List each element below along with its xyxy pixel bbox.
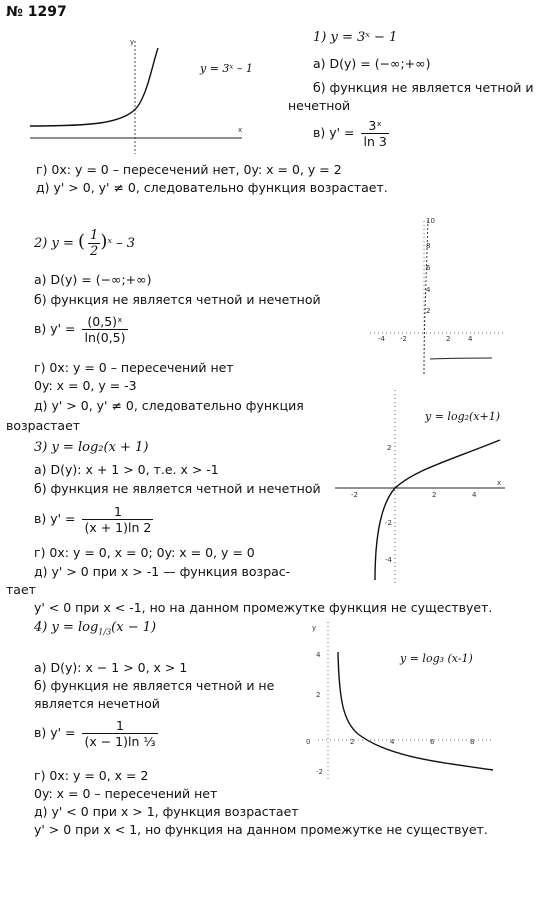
p4-deriv-prefix: в) y' = — [34, 725, 76, 740]
g4-tick-neg2y: -2 — [316, 768, 323, 776]
p4-task-prefix: 4) y = log — [34, 620, 99, 635]
g1-y-label: y — [130, 38, 135, 46]
p3-deriv-den: (x + 1)ln 2 — [84, 520, 152, 535]
g2-tick-pos4: 4 — [468, 335, 473, 343]
p3-task: 3) y = log₂(x + 1) — [34, 440, 149, 455]
graph-2 — [360, 215, 510, 375]
g2-tick-neg4: -4 — [378, 335, 385, 343]
p1-derivative — [313, 118, 389, 149]
p2-task-frac-num: 1 — [90, 228, 99, 243]
g4-tick-2y: 2 — [316, 691, 321, 699]
graph-1 — [30, 36, 250, 156]
p4-parity-line1: б) функция не является четной и не — [34, 678, 275, 693]
p2-intersections-1: г) 0x: y = 0 – пересечений нет — [34, 360, 234, 375]
p3-monotonic-1: д) y' > 0 при x > -1 — функция возрас- — [34, 564, 291, 579]
g3-tick-2y: 2 — [387, 444, 392, 452]
p2-parity: б) функция не является четной и нечетной — [34, 292, 321, 307]
p4-monotonic-1: д) y' < 0 при x > 1, функция возрастает — [34, 804, 299, 819]
p2-monotonic-1: д) y' > 0, y' ≠ 0, следовательно функция — [34, 398, 304, 413]
g4-tick-2x: 2 — [350, 738, 355, 746]
p4-graph-label: y = log₃ (x-1) — [400, 652, 473, 665]
p1-deriv-num: 3ˣ — [361, 118, 388, 134]
p1-parity-line2: нечетной — [288, 98, 351, 113]
g3-tick-2x: 2 — [432, 491, 437, 499]
p4-deriv-num: 1 — [82, 718, 157, 734]
p2-task-suffix: ˣ – 3 — [107, 236, 135, 251]
p3-monotonic-3: y' < 0 при x < -1, но на данном промежутке функция не существует. — [34, 600, 493, 615]
p1-deriv-prefix: в) y' = — [313, 125, 355, 140]
p4-parity-line2: является нечетной — [34, 696, 160, 711]
g4-tick-0: 0 — [306, 738, 311, 746]
g3-tick-neg2x: -2 — [351, 491, 358, 499]
graph-4 — [298, 622, 498, 782]
p1-deriv-den: ln 3 — [363, 134, 387, 149]
g3-x-label: x — [497, 479, 502, 487]
p2-domain: а) D(y) = (−∞;+∞) — [34, 272, 152, 287]
p1-task: 1) y = 3ˣ − 1 — [313, 30, 398, 45]
p1-intersections: г) 0x: y = 0 – пересечений нет, 0y: x = 0, y = 2 — [36, 162, 342, 177]
g4-tick-8x: 8 — [470, 738, 475, 746]
p3-intersections: г) 0x: y = 0, x = 0; 0y: x = 0, y = 0 — [34, 545, 255, 560]
p4-task-suffix: (x − 1) — [111, 620, 157, 635]
p2-task-prefix: 2) y = — [34, 236, 74, 251]
p3-deriv-prefix: в) y' = — [34, 511, 76, 526]
p1-deriv-fraction — [361, 118, 388, 149]
p2-derivative — [34, 314, 128, 345]
p2-deriv-num: (0,5)ˣ — [82, 314, 127, 330]
g2-tick-pos2: 2 — [446, 335, 451, 343]
g4-tick-4y: 4 — [316, 651, 321, 659]
p3-graph-label: y = log₂(x+1) — [425, 410, 501, 423]
p4-intersections-2: 0y: x = 0 – пересечений нет — [34, 786, 218, 801]
p4-deriv-fraction — [82, 718, 157, 749]
p1-domain: а) D(y) = (−∞;+∞) — [313, 56, 431, 71]
p3-monotonic-2: тает — [6, 582, 36, 597]
p2-task-frac-den: 2 — [90, 244, 99, 259]
p4-domain: а) D(y): x − 1 > 0, x > 1 — [34, 660, 188, 675]
p2-intersections-2: 0y: x = 0, y = -3 — [34, 378, 137, 393]
p3-deriv-fraction — [82, 504, 153, 535]
g3-tick-4x: 4 — [472, 491, 477, 499]
p1-graph-label: y = 3ˣ – 1 — [200, 62, 253, 75]
p3-derivative — [34, 504, 153, 535]
p1-parity-line1: б) функция не является четной и — [313, 80, 534, 95]
p4-derivative — [34, 718, 158, 749]
p2-deriv-den: ln(0,5) — [84, 330, 126, 345]
p3-domain: а) D(y): x + 1 > 0, т.е. x > -1 — [34, 462, 219, 477]
problem-number: № 1297 — [6, 4, 67, 20]
p2-deriv-fraction — [82, 314, 127, 345]
g2-y-label: 10 — [426, 217, 435, 225]
p3-parity: б) функция не является четной и нечетной — [34, 481, 321, 496]
p4-intersections-1: г) 0x: y = 0, x = 2 — [34, 768, 149, 783]
p4-task-base: 1/3 — [98, 627, 112, 637]
g2-tick-8: 8 — [426, 242, 431, 250]
g3-tick-neg4y: -4 — [385, 556, 392, 564]
g2-tick-4: 4 — [426, 286, 431, 294]
g4-y-label: y — [312, 624, 317, 632]
p3-deriv-num: 1 — [82, 504, 153, 520]
p2-deriv-prefix: в) y' = — [34, 321, 76, 336]
p4-monotonic-2: y' > 0 при x < 1, но функция на данном промежутке не существует. — [34, 822, 488, 837]
g4-tick-4x: 4 — [390, 738, 395, 746]
p4-deriv-den: (x − 1)ln ⅓ — [84, 734, 156, 749]
p4-task — [34, 620, 156, 637]
p2-monotonic-2: возрастает — [6, 418, 81, 433]
g4-tick-6x: 6 — [430, 738, 435, 746]
g2-tick-6: 6 — [426, 264, 431, 272]
p1-monotonic: д) y' > 0, y' ≠ 0, следовательно функция возрастает. — [36, 180, 388, 195]
p2-task: 2) y = ( $\frac{1}{2}$ )ˣ – 3 — [34, 228, 135, 259]
p2-task-fraction — [88, 228, 100, 259]
g3-tick-neg2y: -2 — [385, 519, 392, 527]
g2-tick-2: 2 — [426, 307, 431, 315]
g1-x-label: x — [238, 126, 243, 134]
g2-tick-neg2: -2 — [400, 335, 407, 343]
